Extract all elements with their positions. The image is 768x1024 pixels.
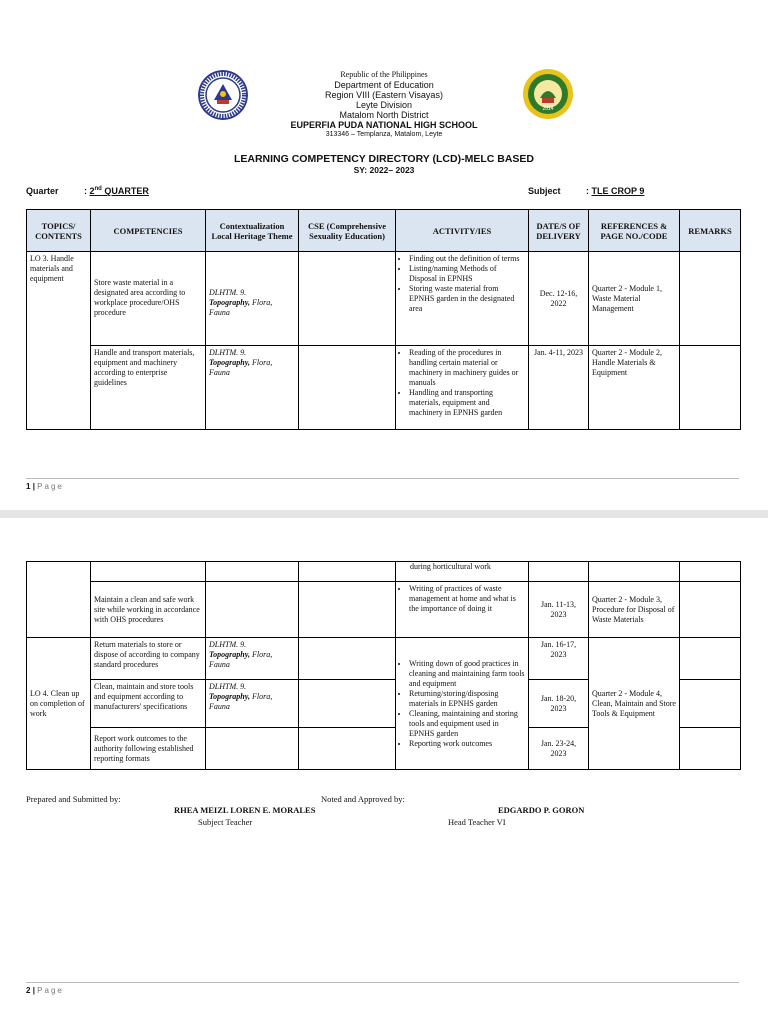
republic-line: Republic of the Philippines: [340, 70, 428, 79]
col-context: Contextualization Local Heritage Theme: [206, 210, 299, 252]
date-cell: Jan. 4-11, 2023: [529, 346, 589, 430]
list-item: • Reporting work outcomes: [409, 739, 525, 749]
context-cell: [206, 582, 299, 638]
date-cell: Jan. 23-24, 2023: [529, 728, 589, 770]
activities-continued: during horticultural work: [396, 562, 529, 582]
context-cell: [206, 728, 299, 770]
competency-cell: Store waste material in a designated area according to workplace procedure/OHS procedure: [91, 252, 206, 346]
competency-cell: Report work outcomes to the authority following established reporting formats: [91, 728, 206, 770]
remarks-cell: [680, 252, 741, 346]
page-footer-1: 1 | Page: [26, 482, 64, 491]
department-line: Department of Education: [334, 80, 434, 90]
seal-year: 2014: [542, 106, 554, 112]
subject-value: : TLE CROP 9: [586, 186, 645, 196]
prepared-label: Prepared and Submitted by:: [26, 794, 121, 804]
page-2: [0, 518, 768, 1024]
cse-cell: [299, 562, 396, 582]
list-item: • Reading of the procedures in handling certain material or machinery in machinery guides or manuals: [409, 348, 525, 388]
list-item: • Returning/storing/disposing materials in EPNHS garden: [409, 689, 525, 709]
lcd-table-page-2: [26, 561, 741, 770]
topic-cell: LO 4. Clean up on completion of work: [27, 638, 91, 770]
table-row: [27, 582, 741, 638]
school-address: 313346 – Templanza, Matalom, Leyte: [325, 131, 443, 138]
col-competencies: COMPETENCIES: [91, 210, 206, 252]
table-header-row: [27, 210, 741, 252]
approver-title: Head Teacher VI: [448, 817, 506, 827]
noted-label: Noted and Approved by:: [321, 794, 405, 804]
cse-cell: [299, 638, 396, 680]
subject-label: Subject: [528, 186, 561, 196]
date-cell: Jan. 18-20, 2023: [529, 680, 589, 728]
reference-cell: Quarter 2 - Module 4, Clean, Maintain and Store Tools & Equipment: [589, 638, 680, 770]
table-row: [27, 638, 741, 680]
activities-cell: [396, 638, 529, 770]
school-year: SY: 2022– 2023: [353, 165, 415, 175]
school-name: EUPERFIA PUDA NATIONAL HIGH SCHOOL: [290, 120, 478, 130]
col-references: REFERENCES & PAGE NO./CODE: [589, 210, 680, 252]
cse-cell: [299, 582, 396, 638]
reference-cell: Quarter 2 - Module 2, Handle Materials & Equipment: [589, 346, 680, 430]
competency-cell: [91, 562, 206, 582]
activities-cell: [396, 582, 529, 638]
list-item: • Cleaning, maintaining and storing tools and equipment used in EPNHS garden: [409, 709, 525, 739]
lcd-table-page-1: [26, 209, 741, 430]
remarks-cell: [680, 582, 741, 638]
list-item: • Storing waste material from EPNHS garden in the designated area: [409, 284, 525, 314]
activities-cell: [396, 252, 529, 346]
cse-cell: [299, 680, 396, 728]
list-item: • Finding out the definition of terms: [409, 254, 525, 264]
letterhead: [0, 70, 768, 140]
preparer-title: Subject Teacher: [198, 817, 253, 827]
context-cell: DLHTM. 9. Topography, Flora, Fauna: [206, 680, 299, 728]
table-row: [27, 346, 741, 430]
page-1: [0, 0, 768, 510]
region-line: Region VIII (Eastern Visayas): [325, 90, 443, 100]
reference-cell: Quarter 2 - Module 1, Waste Material Management: [589, 252, 680, 346]
district-line: Matalom North District: [339, 110, 429, 120]
list-item: • Listing/naming Methods of Disposal in EPNHS: [409, 264, 525, 284]
division-line: Leyte Division: [355, 100, 413, 110]
quarter-label: Quarter: [26, 186, 59, 196]
table-row: [27, 562, 741, 582]
remarks-cell: [680, 680, 741, 728]
context-cell: DLHTM. 9. Topography, Flora, Fauna: [206, 252, 299, 346]
document-title: LEARNING COMPETENCY DIRECTORY (LCD)-MELC BASED: [233, 153, 535, 165]
col-activities: ACTIVITY/IES: [396, 210, 529, 252]
reference-cell: Quarter 2 - Module 3, Procedure for Disposal of Waste Materials: [589, 582, 680, 638]
context-cell: DLHTM. 9. Topography, Flora, Fauna: [206, 346, 299, 430]
cse-cell: [299, 728, 396, 770]
list-item: • Writing of practices of waste management at home and what is the importance of doing it: [409, 584, 525, 614]
footer-rule: [26, 478, 739, 479]
context-cell: [206, 562, 299, 582]
remarks-cell: [680, 728, 741, 770]
topic-cell: [27, 562, 91, 638]
cse-cell: [299, 252, 396, 346]
context-cell: DLHTM. 9. Topography, Flora, Fauna: [206, 638, 299, 680]
footer-rule: [26, 982, 739, 983]
quarter-value: : 2nd QUARTER: [84, 186, 149, 196]
activities-cell: [396, 346, 529, 430]
list-item: • Writing down of good practices in cleaning and maintaining farm tools and equipment: [409, 659, 525, 689]
cse-cell: [299, 346, 396, 430]
table-row: [27, 252, 741, 346]
list-item: • Handling and transporting materials, equipment and machinery in EPNHS garden: [409, 388, 525, 418]
preparer-name: RHEA MEIZL LOREN E. MORALES: [174, 805, 316, 815]
date-cell: [529, 562, 589, 582]
reference-cell: [589, 562, 680, 582]
col-remarks: REMARKS: [680, 210, 741, 252]
remarks-cell: [680, 638, 741, 680]
date-cell: Jan. 11-13, 2023: [529, 582, 589, 638]
approver-name: EDGARDO P. GORON: [498, 805, 585, 815]
col-dates: DATE/S OF DELIVERY: [529, 210, 589, 252]
col-cse: CSE (Comprehensive Sexuality Education): [299, 210, 396, 252]
topic-cell: LO 3. Handle materials and equipment: [27, 252, 91, 430]
date-cell: Jan. 16-17, 2023: [529, 638, 589, 680]
remarks-cell: [680, 562, 741, 582]
date-cell: Dec. 12-16, 2022: [529, 252, 589, 346]
remarks-cell: [680, 346, 741, 430]
competency-cell: Maintain a clean and safe work site while working in accordance with OHS procedures: [91, 582, 206, 638]
col-topics: TOPICS/ CONTENTS: [27, 210, 91, 252]
competency-cell: Return materials to store or dispose of according to company standard procedures: [91, 638, 206, 680]
competency-cell: Clean, maintain and store tools and equipment according to manufacturers' specifications: [91, 680, 206, 728]
competency-cell: Handle and transport materials, equipment and machinery according to enterprise guidelines: [91, 346, 206, 430]
page-footer-2: 2 | Page: [26, 986, 64, 995]
